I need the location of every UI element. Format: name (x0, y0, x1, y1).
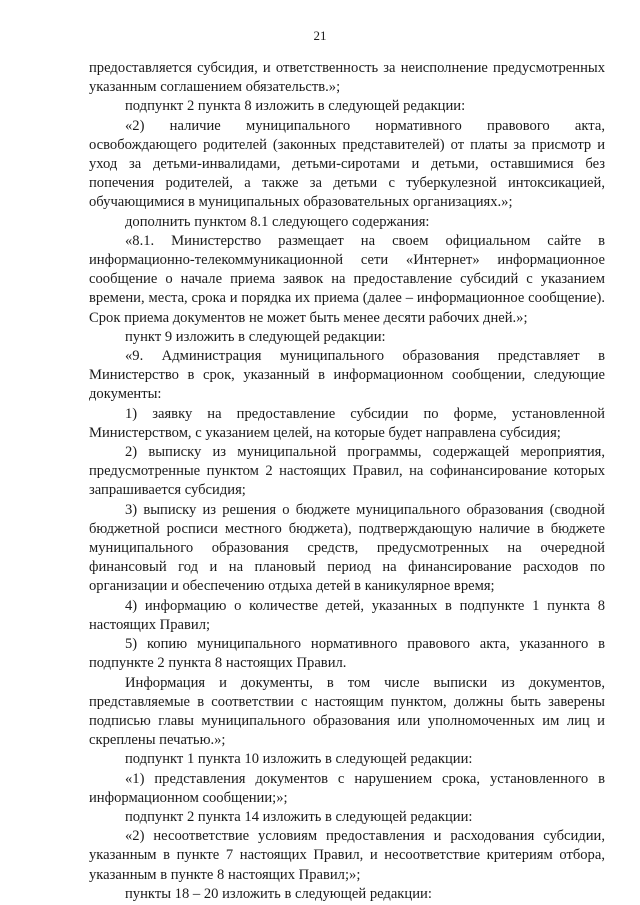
paragraph: подпункт 2 пункта 8 изложить в следующей редакции: (125, 98, 466, 115)
paragraph: 3) выписку из решения о бюджете муниципального образования (сводной бюджетной росписи местного бюджета), подтверждающую наличие в бюджете муниципального образования средств, предусмотренных на очередной финансовый год и на плановый период на финансирование расходов по организации и обеспечению отдыха детей в каникулярное время; (89, 501, 605, 595)
paragraph: пункты 18 – 20 изложить в следующей редакции: (125, 885, 432, 902)
paragraph: «9. Администрация муниципального образования представляет в Министерство в срок, указанный в информационном сообщении, следующие документы: (89, 348, 605, 403)
page-number: 21 (313, 28, 327, 43)
paragraph: «2) наличие муниципального нормативного правового акта, освобождающего родителей (законных представителей) от платы за присмотр и уход за детьми-инвалидами, детьми-сиротами и детьми, оставшимися без попечения родителей, а также за детьми с туберкулезной интоксикацией, обучающимися в муниципальных образовательных организациях.»; (89, 117, 605, 211)
paragraph: «8.1. Министерство размещает на своем официальном сайте в информационно-телекоммуникационной сети «Интернет» информационное сообщение о начале приема заявок на предоставление субсидий с указанием времени, места, срока и порядка их приема (далее – информационное сообщение). Срок приема документов не может быть менее десяти рабочих дней.»; (89, 232, 605, 326)
document-body (89, 59, 605, 904)
paragraph: Информация и документы, в том числе выписки из документов, представляемые в соответствии с настоящим пунктом, должны быть заверены подписью главы муниципального образования или уполномоченных им лиц и скреплены печатью.»; (89, 674, 605, 749)
paragraph: 2) выписку из муниципальной программы, содержащей мероприятия, предусмотренные пунктом 2 настоящих Правил, на софинансирование которых запрашивается субсидия; (89, 444, 605, 499)
paragraph: подпункт 2 пункта 14 изложить в следующей редакции: (125, 808, 473, 825)
paragraph: «1) представления документов с нарушением срока, установленного в информационном сообщении;»; (89, 770, 605, 806)
paragraph: 1) заявку на предоставление субсидии по форме, установленной Министерством, с указанием целей, на которые будет направлена субсидия; (89, 405, 605, 441)
paragraph: дополнить пунктом 8.1 следующего содержания: (125, 213, 430, 230)
paragraph: предоставляется субсидия, и ответственность за неисполнение предусмотренных указанным соглашением обязательств.»; (89, 60, 605, 96)
paragraph: пункт 9 изложить в следующей редакции: (125, 328, 386, 345)
paragraph: 5) копию муниципального нормативного правового акта, указанного в подпункте 2 пункта 8 настоящих Правил. (89, 636, 605, 672)
paragraph: подпункт 1 пункта 10 изложить в следующей редакции: (125, 751, 473, 768)
paragraph: «2) несоответствие условиям предоставления и расходования субсидии, указанным в пункте 7 настоящих Правил, и несоответствие критериям отбора, указанным в пункте 8 настоящих Правил;»; (89, 828, 605, 883)
paragraph: 4) информацию о количестве детей, указанных в подпункте 1 пункта 8 настоящих Правил; (89, 597, 605, 633)
